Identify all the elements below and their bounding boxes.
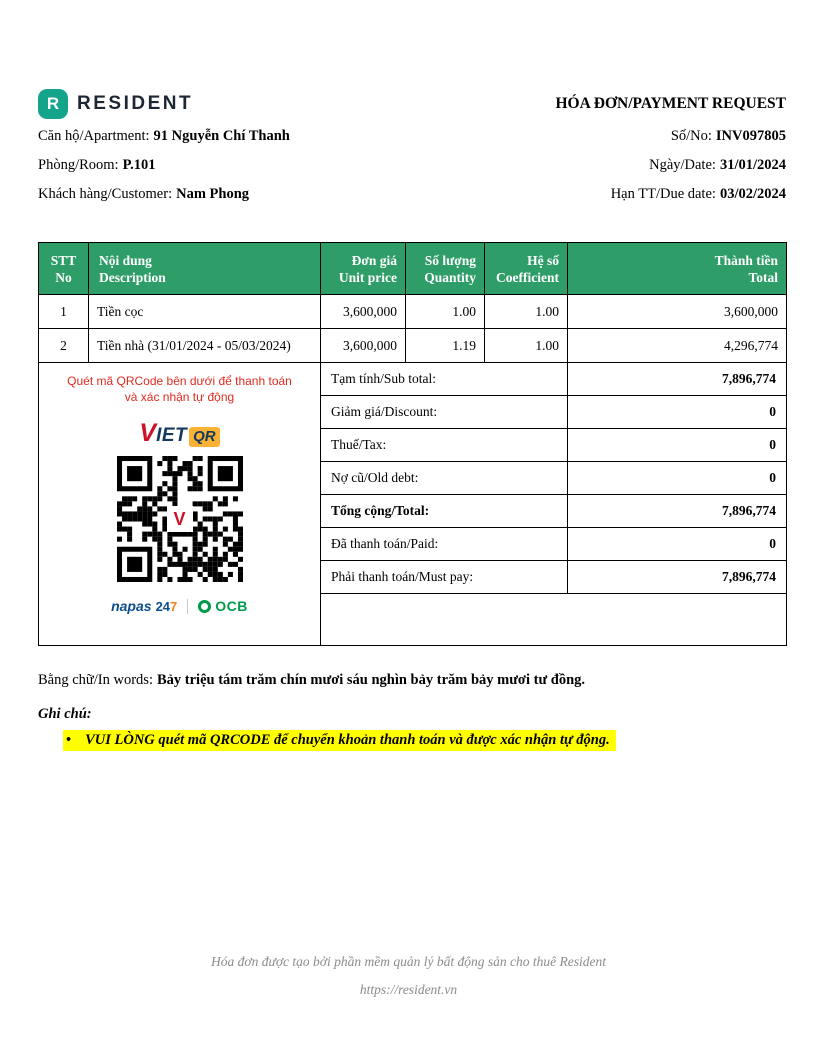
old-debt-label: Nợ cũ/Old debt: bbox=[321, 462, 568, 495]
cell-description: Tiền cọc bbox=[89, 295, 321, 329]
cell-description: Tiền nhà (31/01/2024 - 05/03/2024) bbox=[89, 329, 321, 363]
qr-code bbox=[117, 456, 243, 582]
document-title: HÓA ĐƠN/PAYMENT REQUEST bbox=[555, 95, 786, 112]
cell-coefficient: 1.00 bbox=[485, 329, 568, 363]
grand-total-value: 7,896,774 bbox=[568, 495, 787, 528]
must-pay-label: Phải thanh toán/Must pay: bbox=[321, 561, 568, 594]
qr-instruction-line-2: và xác nhận tự động bbox=[124, 390, 235, 404]
napas-247-logo: napas 24 7 bbox=[111, 598, 178, 614]
col-header-unit-price: Đơn giá Unit price bbox=[321, 243, 406, 295]
invoice-number-line bbox=[555, 122, 786, 151]
cell-total: 4,296,774 bbox=[568, 329, 787, 363]
table-row bbox=[39, 295, 787, 329]
due-date-label: Hạn TT/Due date: bbox=[610, 186, 716, 202]
customer-line bbox=[38, 180, 290, 209]
invoice-number-label: Số/No: bbox=[670, 128, 712, 144]
tax-label: Thuế/Tax: bbox=[321, 429, 568, 462]
qr-instruction-line-1: Quét mã QRCode bên dưới để thanh toán bbox=[67, 374, 292, 388]
paid-label: Đã thanh toán/Paid: bbox=[321, 528, 568, 561]
bullet-icon: • bbox=[66, 732, 72, 748]
header-right bbox=[555, 86, 786, 209]
subtotal-value: 7,896,774 bbox=[568, 363, 787, 396]
footer-url: https://resident.vn bbox=[359, 982, 458, 997]
subtotal-label: Tạm tính/Sub total: bbox=[321, 363, 568, 396]
ocb-logo: OCB bbox=[198, 598, 248, 614]
notes-title: Ghi chú: bbox=[38, 706, 92, 722]
apartment-value: 91 Nguyễn Chí Thanh bbox=[153, 128, 290, 144]
qr-instruction bbox=[43, 373, 316, 405]
resident-logo-text: RESIDENT bbox=[77, 93, 194, 114]
resident-logo-icon: R bbox=[38, 89, 68, 119]
col-header-total: Thành tiền Total bbox=[568, 243, 787, 295]
vietqr-logo bbox=[43, 419, 316, 448]
old-debt-value: 0 bbox=[568, 462, 787, 495]
apartment-line bbox=[38, 122, 290, 151]
cell-no: 1 bbox=[39, 295, 89, 329]
resident-logo bbox=[38, 86, 290, 122]
customer-value: Nam Phong bbox=[176, 186, 250, 202]
col-header-coefficient: Hệ số Coefficient bbox=[485, 243, 568, 295]
note-highlighted-text: • VUI LÒNG quét mã QRCODE để chuyển khoản thanh toán và được xác nhận tự động. bbox=[63, 730, 616, 751]
invoice-date-value: 31/01/2024 bbox=[719, 157, 786, 173]
discount-label: Giảm giá/Discount: bbox=[321, 396, 568, 429]
document-footer bbox=[0, 948, 817, 1004]
note-item bbox=[63, 730, 786, 751]
due-date-line bbox=[555, 180, 786, 209]
invoice-date-line bbox=[555, 151, 786, 180]
summary-row bbox=[39, 363, 787, 396]
invoice-table bbox=[38, 242, 787, 646]
grand-total-label: Tổng cộng/Total: bbox=[321, 495, 568, 528]
room-line bbox=[38, 151, 290, 180]
must-pay-value: 7,896,774 bbox=[568, 561, 787, 594]
cell-no: 2 bbox=[39, 329, 89, 363]
due-date-value: 03/02/2024 bbox=[719, 186, 786, 202]
header-left bbox=[38, 86, 290, 209]
qr-payment-cell bbox=[39, 363, 321, 646]
empty-cell bbox=[321, 594, 787, 646]
vietqr-logo-v: V bbox=[139, 419, 157, 447]
paid-value: 0 bbox=[568, 528, 787, 561]
cell-quantity: 1.00 bbox=[406, 295, 485, 329]
cell-unit-price: 3,600,000 bbox=[321, 329, 406, 363]
cell-coefficient: 1.00 bbox=[485, 295, 568, 329]
amount-in-words bbox=[38, 672, 786, 689]
invoice-date-label: Ngày/Date: bbox=[649, 157, 716, 173]
invoice-number-value: INV097805 bbox=[715, 128, 786, 144]
vietqr-logo-iet: IET bbox=[156, 425, 188, 446]
cell-total: 3,600,000 bbox=[568, 295, 787, 329]
table-header-row bbox=[39, 243, 787, 295]
col-header-no: STT No bbox=[39, 243, 89, 295]
room-label: Phòng/Room: bbox=[38, 157, 119, 173]
customer-label: Khách hàng/Customer: bbox=[38, 186, 173, 202]
col-header-description: Nội dung Description bbox=[89, 243, 321, 295]
qr-center-logo: V bbox=[167, 506, 193, 532]
room-value: P.101 bbox=[122, 157, 156, 173]
payment-logos bbox=[43, 598, 316, 614]
in-words-label: Bằng chữ/In words: bbox=[38, 672, 153, 688]
logo-divider bbox=[187, 599, 188, 614]
cell-quantity: 1.19 bbox=[406, 329, 485, 363]
ocb-circle-icon bbox=[198, 600, 211, 613]
in-words-value: Bảy triệu tám trăm chín mươi sáu nghìn bảy trăm bảy mươi tư đồng. bbox=[156, 672, 586, 688]
cell-unit-price: 3,600,000 bbox=[321, 295, 406, 329]
footer-line-1: Hóa đơn được tạo bởi phần mềm quản lý bất động sản cho thuê Resident bbox=[211, 954, 606, 969]
document-header bbox=[38, 86, 786, 209]
vietqr-logo-qr: QR bbox=[189, 427, 220, 447]
discount-value: 0 bbox=[568, 396, 787, 429]
apartment-label: Căn hộ/Apartment: bbox=[38, 128, 150, 144]
col-header-quantity: Số lượng Quantity bbox=[406, 243, 485, 295]
tax-value: 0 bbox=[568, 429, 787, 462]
table-row bbox=[39, 329, 787, 363]
